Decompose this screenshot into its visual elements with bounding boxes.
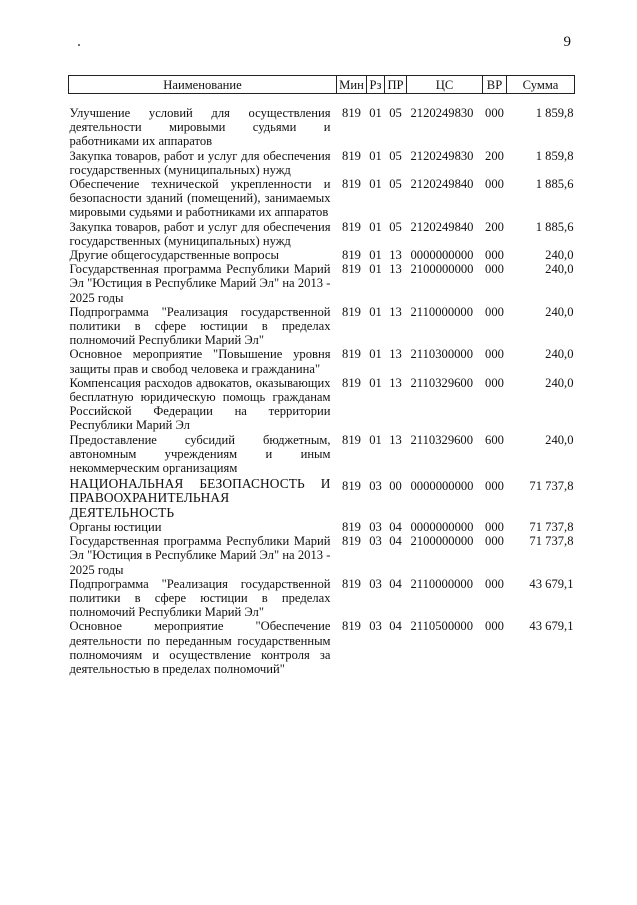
cell-name: Основное мероприятие "Обеспечение деятельности по переданным государственным полномочиям и осуществление контроля за деятельностью в пределах полномочий" bbox=[69, 619, 331, 676]
cell-cs: 2120249840 bbox=[410, 177, 474, 192]
cell-vr: 000 bbox=[485, 479, 504, 494]
cell-pr: 13 bbox=[389, 304, 402, 319]
table-row bbox=[69, 376, 575, 433]
header-pr: ПР bbox=[385, 76, 407, 94]
cell-name: Подпрограмма "Реализация государственной политики в сфере юстиции в пределах полномочий Республики Марий Эл" bbox=[69, 304, 331, 348]
cell-cs: 2110000000 bbox=[410, 576, 474, 591]
cell-rz: 01 bbox=[369, 177, 382, 192]
section-row bbox=[69, 475, 575, 520]
cell-vr: 000 bbox=[485, 248, 504, 263]
table-row bbox=[69, 619, 575, 676]
cell-rz: 01 bbox=[369, 148, 382, 163]
cell-min: 819 bbox=[342, 479, 361, 494]
table-row bbox=[69, 534, 575, 577]
cell-cs: 2120249830 bbox=[410, 148, 474, 163]
cell-cs: 2100000000 bbox=[410, 262, 474, 277]
cell-vr: 200 bbox=[485, 148, 504, 163]
cell-vr: 200 bbox=[485, 219, 504, 234]
table-row bbox=[69, 262, 575, 305]
cell-vr: 000 bbox=[485, 576, 504, 591]
table-row bbox=[69, 149, 575, 177]
cell-sum: 71 737,8 bbox=[529, 479, 574, 494]
cell-min: 819 bbox=[342, 148, 361, 163]
cell-min: 819 bbox=[342, 248, 361, 263]
cell-cs: 2110300000 bbox=[410, 347, 474, 362]
header-rz: Рз bbox=[367, 76, 385, 94]
table-row bbox=[69, 347, 575, 375]
cell-vr: 000 bbox=[485, 304, 504, 319]
budget-table bbox=[68, 75, 575, 676]
cell-sum: 1 859,8 bbox=[535, 106, 574, 120]
cell-sum: 240,0 bbox=[545, 304, 574, 319]
cell-min: 819 bbox=[342, 219, 361, 234]
table-row bbox=[69, 577, 575, 620]
cell-rz: 01 bbox=[369, 262, 382, 277]
page-number: 9 bbox=[563, 34, 571, 50]
cell-name: Органы юстиции bbox=[69, 519, 162, 534]
cell-cs: 0000000000 bbox=[410, 248, 474, 263]
cell-rz: 03 bbox=[369, 619, 382, 634]
cell-pr: 13 bbox=[389, 375, 402, 390]
cell-min: 819 bbox=[342, 519, 361, 534]
cell-name: Закупка товаров, работ и услуг для обеспечения государственных (муниципальных) нужд bbox=[69, 148, 331, 177]
scan-speck bbox=[78, 44, 80, 46]
cell-pr: 05 bbox=[389, 148, 402, 163]
cell-cs: 2120249830 bbox=[410, 106, 474, 120]
table-row bbox=[69, 305, 575, 348]
cell-cs: 2110000000 bbox=[410, 304, 474, 319]
cell-name: Улучшение условий для осуществления деятельности мировыми судьями и работниками их аппаратов bbox=[69, 106, 331, 149]
cell-pr: 00 bbox=[389, 479, 402, 494]
cell-vr: 600 bbox=[485, 432, 504, 447]
cell-sum: 71 737,8 bbox=[529, 519, 574, 534]
header-name: Наименование bbox=[69, 76, 337, 94]
cell-min: 819 bbox=[342, 619, 361, 634]
cell-rz: 03 bbox=[369, 576, 382, 591]
cell-rz: 01 bbox=[369, 219, 382, 234]
cell-sum: 71 737,8 bbox=[529, 534, 574, 549]
cell-name: Государственная программа Республики Марий Эл "Юстиция в Республике Марий Эл" на 2013 - 2025 годы bbox=[69, 534, 331, 577]
cell-cs: 2110329600 bbox=[410, 375, 474, 390]
cell-sum: 240,0 bbox=[545, 262, 574, 277]
cell-rz: 01 bbox=[369, 304, 382, 319]
cell-min: 819 bbox=[342, 177, 361, 192]
cell-sum: 1 859,8 bbox=[535, 148, 574, 163]
cell-pr: 04 bbox=[389, 519, 402, 534]
cell-min: 819 bbox=[342, 375, 361, 390]
cell-min: 819 bbox=[342, 304, 361, 319]
cell-vr: 000 bbox=[485, 375, 504, 390]
cell-vr: 000 bbox=[485, 619, 504, 634]
cell-pr: 04 bbox=[389, 619, 402, 634]
cell-name: Закупка товаров, работ и услуг для обеспечения государственных (муниципальных) нужд bbox=[69, 219, 331, 248]
cell-min: 819 bbox=[342, 576, 361, 591]
cell-pr: 04 bbox=[389, 534, 402, 549]
cell-vr: 000 bbox=[485, 177, 504, 192]
table-row bbox=[69, 248, 575, 262]
cell-name: Государственная программа Республики Марий Эл "Юстиция в Республике Марий Эл" на 2013 - 2025 годы bbox=[69, 262, 331, 305]
cell-rz: 01 bbox=[369, 106, 382, 120]
cell-pr: 05 bbox=[389, 219, 402, 234]
cell-min: 819 bbox=[342, 106, 361, 120]
cell-name: Обеспечение технической укрепленности и безопасности зданий (помещений), занимаемых мировыми судьями и работниками их аппаратов bbox=[69, 177, 331, 220]
cell-rz: 03 bbox=[369, 534, 382, 549]
cell-sum: 240,0 bbox=[545, 375, 574, 390]
header-vr: ВР bbox=[483, 76, 507, 94]
cell-name: Компенсация расходов адвокатов, оказывающих бесплатную юридическую помощь гражданам Российской Федерации на территории Республики Марий Эл bbox=[69, 375, 331, 433]
table-row bbox=[69, 520, 575, 534]
cell-cs: 2120249840 bbox=[410, 219, 474, 234]
cell-name: Другие общегосударственные вопросы bbox=[69, 248, 279, 263]
cell-cs: 2100000000 bbox=[410, 534, 474, 549]
table-header bbox=[69, 76, 575, 94]
cell-pr: 13 bbox=[389, 248, 402, 263]
cell-pr: 13 bbox=[389, 432, 402, 447]
cell-cs: 0000000000 bbox=[410, 519, 474, 534]
cell-pr: 04 bbox=[389, 576, 402, 591]
table-row bbox=[69, 433, 575, 476]
cell-name: Подпрограмма "Реализация государственной политики в сфере юстиции в пределах полномочий Республики Марий Эл" bbox=[69, 576, 331, 620]
cell-rz: 01 bbox=[369, 375, 382, 390]
cell-cs: 0000000000 bbox=[410, 479, 474, 494]
cell-vr: 000 bbox=[485, 347, 504, 362]
cell-vr: 000 bbox=[485, 519, 504, 534]
cell-name: Основное мероприятие "Повышение уровня защиты прав и свобод человека и гражданина" bbox=[69, 347, 331, 376]
cell-pr: 13 bbox=[389, 347, 402, 362]
cell-min: 819 bbox=[342, 534, 361, 549]
header-min: Мин bbox=[337, 76, 367, 94]
table-row bbox=[69, 94, 575, 149]
cell-vr: 000 bbox=[485, 534, 504, 549]
table-body bbox=[69, 94, 575, 677]
header-sum: Сумма bbox=[507, 76, 575, 94]
cell-name: Предоставление субсидий бюджетным, автономным учреждениям и иным некоммерческим организациям bbox=[69, 432, 331, 476]
cell-rz: 01 bbox=[369, 347, 382, 362]
cell-sum: 1 885,6 bbox=[535, 177, 574, 192]
cell-sum: 240,0 bbox=[545, 347, 574, 362]
cell-min: 819 bbox=[342, 262, 361, 277]
cell-cs: 2110500000 bbox=[410, 619, 474, 634]
cell-min: 819 bbox=[342, 432, 361, 447]
cell-cs: 2110329600 bbox=[410, 432, 474, 447]
cell-vr: 000 bbox=[485, 106, 504, 120]
table-row bbox=[69, 177, 575, 220]
cell-pr: 13 bbox=[389, 262, 402, 277]
cell-min: 819 bbox=[342, 347, 361, 362]
cell-name: НАЦИОНАЛЬНАЯ БЕЗОПАСНОСТЬ И ПРАВООХРАНИТЕЛЬНАЯ ДЕЯТЕЛЬНОСТЬ bbox=[69, 476, 331, 520]
cell-rz: 03 bbox=[369, 479, 382, 494]
cell-rz: 01 bbox=[369, 248, 382, 263]
table-row bbox=[69, 220, 575, 248]
header-cs: ЦС bbox=[407, 76, 483, 94]
cell-rz: 03 bbox=[369, 519, 382, 534]
cell-sum: 43 679,1 bbox=[529, 576, 574, 591]
cell-rz: 01 bbox=[369, 432, 382, 447]
cell-sum: 240,0 bbox=[545, 248, 574, 263]
cell-pr: 05 bbox=[389, 177, 402, 192]
cell-sum: 1 885,6 bbox=[535, 219, 574, 234]
cell-vr: 000 bbox=[485, 262, 504, 277]
cell-pr: 05 bbox=[389, 106, 402, 120]
cell-sum: 240,0 bbox=[545, 432, 574, 447]
cell-sum: 43 679,1 bbox=[529, 619, 574, 634]
